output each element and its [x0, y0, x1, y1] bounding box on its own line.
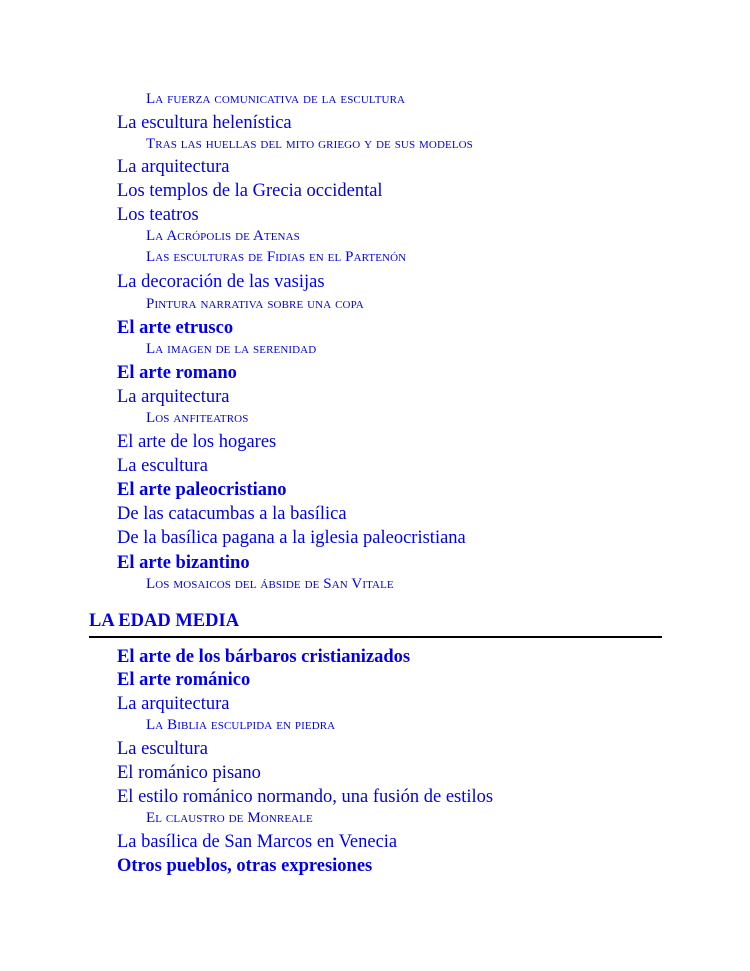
toc-entry[interactable]: La escultura: [117, 456, 208, 476]
toc-entry[interactable]: El estilo románico normando, una fusión de estilos: [117, 787, 494, 807]
toc-entry[interactable]: La Acrópolis de Atenas: [146, 228, 300, 244]
toc-entry[interactable]: Las esculturas de Fidias en el Partenón: [146, 249, 407, 265]
section-title[interactable]: LA EDAD MEDIA: [89, 611, 240, 631]
section-divider: [89, 636, 662, 638]
toc-entry[interactable]: Los teatros: [117, 205, 199, 225]
toc-entry[interactable]: Los mosaicos del ábside de San Vitale: [146, 576, 394, 592]
toc-entry[interactable]: La arquitectura: [117, 387, 230, 407]
toc-chapter[interactable]: El arte etrusco: [117, 318, 234, 338]
toc-chapter[interactable]: El arte bizantino: [117, 553, 250, 573]
toc-entry[interactable]: Los anfiteatros: [146, 410, 249, 426]
toc-entry[interactable]: La escultura: [117, 739, 208, 759]
toc-chapter[interactable]: El arte románico: [117, 670, 251, 690]
toc-chapter[interactable]: Otros pueblos, otras expresiones: [117, 856, 373, 876]
toc-entry[interactable]: La arquitectura: [117, 157, 230, 177]
toc-entry[interactable]: El arte de los hogares: [117, 432, 277, 452]
toc-entry[interactable]: El claustro de Monreale: [146, 810, 313, 826]
toc-entry[interactable]: El románico pisano: [117, 763, 261, 783]
toc-entry[interactable]: La Biblia esculpida en piedra: [146, 717, 336, 733]
toc-entry[interactable]: Tras las huellas del mito griego y de sus modelos: [146, 136, 473, 152]
toc-entry[interactable]: La fuerza comunicativa de la escultura: [146, 91, 406, 107]
toc-entry[interactable]: La escultura helenística: [117, 113, 292, 133]
toc-entry[interactable]: La imagen de la serenidad: [146, 341, 317, 357]
toc-entry[interactable]: Los templos de la Grecia occidental: [117, 181, 383, 201]
toc-entry[interactable]: La arquitectura: [117, 694, 230, 714]
toc-chapter[interactable]: El arte paleocristiano: [117, 480, 287, 500]
toc-chapter[interactable]: El arte de los bárbaros cristianizados: [117, 647, 411, 667]
toc-entry[interactable]: La decoración de las vasijas: [117, 272, 325, 292]
toc-entry[interactable]: La basílica de San Marcos en Venecia: [117, 832, 398, 852]
toc-entry[interactable]: De la basílica pagana a la iglesia paleocristiana: [117, 528, 466, 548]
toc-chapter[interactable]: El arte romano: [117, 363, 237, 383]
toc-entry[interactable]: Pintura narrativa sobre una copa: [146, 296, 364, 312]
toc-entry[interactable]: De las catacumbas a la basílica: [117, 504, 347, 524]
